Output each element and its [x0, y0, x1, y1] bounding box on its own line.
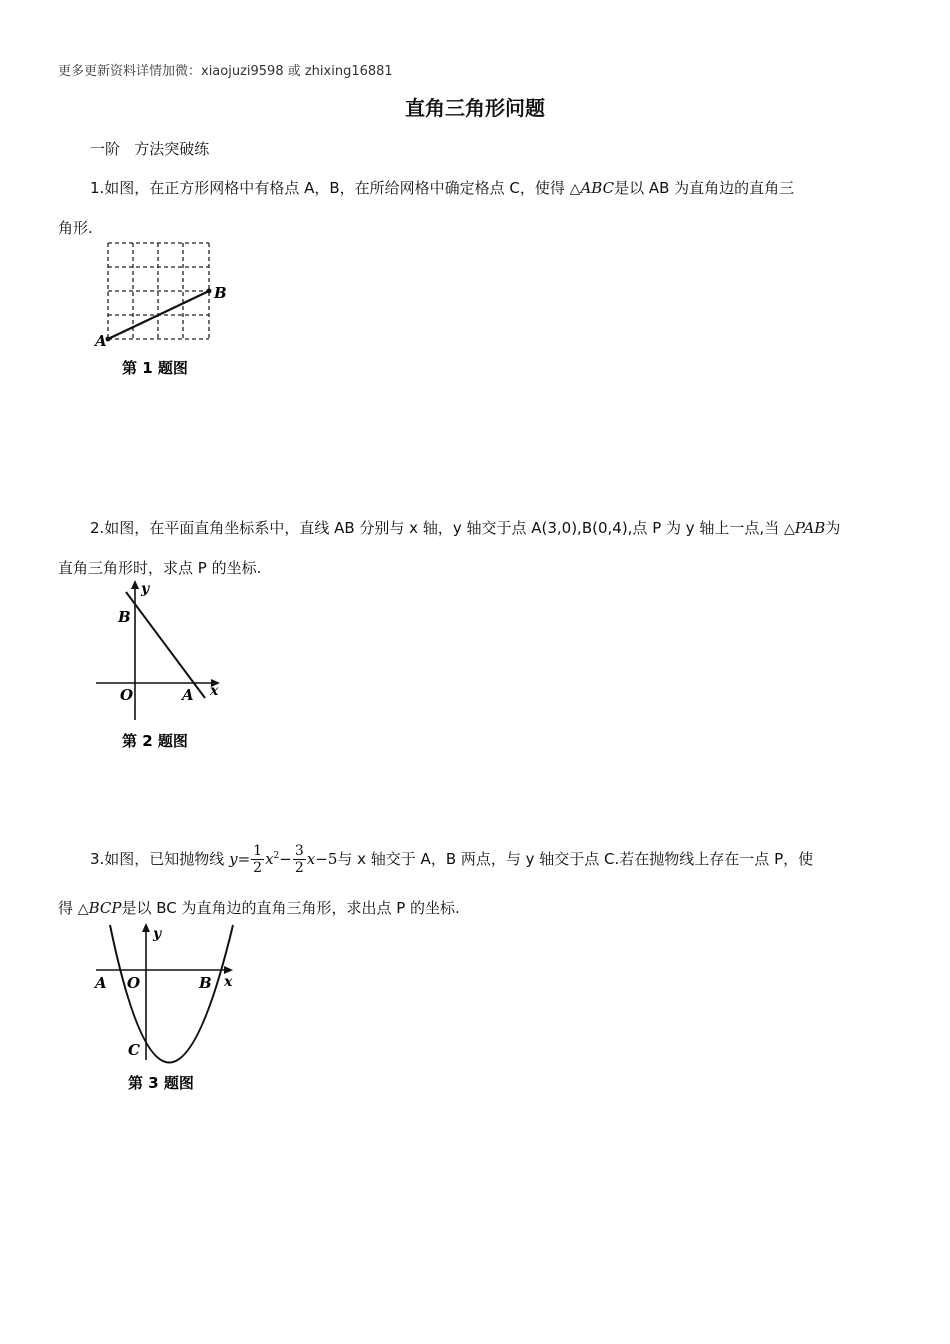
q3-label-o: O: [127, 974, 141, 992]
triangle-symbol: △: [77, 901, 89, 917]
q3-fraction-2: [293, 843, 306, 876]
triangle-symbol: △: [783, 521, 795, 537]
q3-triangle-var: BCP: [88, 899, 122, 917]
q2-axes-figure: [90, 578, 240, 758]
q3-eq-tail: −5: [315, 850, 338, 868]
arrow-up-icon: [142, 923, 150, 932]
page-title: 直角三角形问题: [405, 96, 545, 120]
q3-f1-num: 1: [253, 843, 263, 859]
q2-triangle-var: PAB: [794, 519, 826, 537]
q3-parabola-figure: [90, 920, 250, 1100]
q3-label-a: A: [95, 974, 107, 992]
q3-line2-pre: 得: [58, 899, 78, 917]
q3-f2-den: 2: [294, 860, 304, 876]
q3-eq-equals: =: [237, 850, 251, 868]
q2-label-o: O: [120, 686, 134, 704]
q2-line-ab: [126, 592, 205, 698]
q3-f1-den: 2: [253, 860, 263, 876]
q3-label-x: x: [224, 974, 233, 990]
arrow-up-icon: [131, 580, 139, 589]
q2-label-a: A: [182, 686, 194, 704]
header-note: 更多更新资料详情加微：xiaojuzi9598 或 zhixing16881: [58, 64, 393, 79]
q3-eq-x2: x: [306, 850, 316, 868]
q1-label-a: A: [95, 332, 107, 350]
q1-triangle-var: ABC: [580, 179, 615, 197]
q1-label-b: B: [214, 284, 227, 302]
section-heading: 一阶 方法突破练: [90, 140, 210, 158]
q1-caption: 第 1 题图: [122, 359, 188, 377]
q3-eq-minus: −: [279, 850, 292, 868]
q2-line2: 直角三角形时，求点 P 的坐标.: [58, 559, 262, 577]
q3-label-c: C: [128, 1041, 140, 1059]
q3-fraction-1: [251, 843, 264, 876]
arrow-right-icon: [224, 966, 233, 974]
q2-label-y: y: [141, 581, 150, 597]
q2-label-x: x: [210, 683, 219, 699]
q1-dashed-grid: [108, 243, 209, 339]
triangle-symbol: △: [569, 181, 581, 197]
q2-text-post: 为: [825, 519, 841, 537]
q3-caption: 第 3 题图: [128, 1074, 194, 1092]
q2-line1: [90, 508, 840, 549]
q3-eq-x1: x: [265, 850, 274, 868]
q3-eq-y: y: [229, 850, 238, 868]
q3-text-pre: 3.如图，已知抛物线: [90, 850, 230, 868]
q1-grid-figure: [92, 238, 232, 383]
q3-label-y: y: [153, 926, 162, 942]
q3-eq-sup: 2: [273, 851, 280, 861]
q1-point-b: [207, 289, 212, 294]
q3-f2-num: 3: [294, 843, 304, 859]
q3-line2-post: 是以 BC 为直角边的直角三角形，求出点 P 的坐标.: [121, 899, 460, 917]
q2-caption: 第 2 题图: [122, 732, 188, 750]
q1-line2: 角形.: [58, 219, 93, 237]
q1-text-post: 是以 AB 为直角边的直角三: [614, 179, 795, 197]
q3-label-b: B: [199, 974, 212, 992]
q2-text-pre: 2.如图，在平面直角坐标系中，直线 AB 分别与 x 轴，y 轴交于点 A(3,0),B(0,4),点 P 为 y 轴上一点,当: [90, 519, 784, 537]
q3-line1: [90, 836, 813, 879]
q1-line1: [90, 168, 794, 209]
q2-label-b: B: [118, 608, 131, 626]
q1-text-pre: 1.如图，在正方形网格中有格点 A，B，在所给网格中确定格点 C，使得: [90, 179, 570, 197]
q3-text-post: 与 x 轴交于 A，B 两点，与 y 轴交于点 C.若在抛物线上存在一点 P，使: [337, 850, 814, 868]
